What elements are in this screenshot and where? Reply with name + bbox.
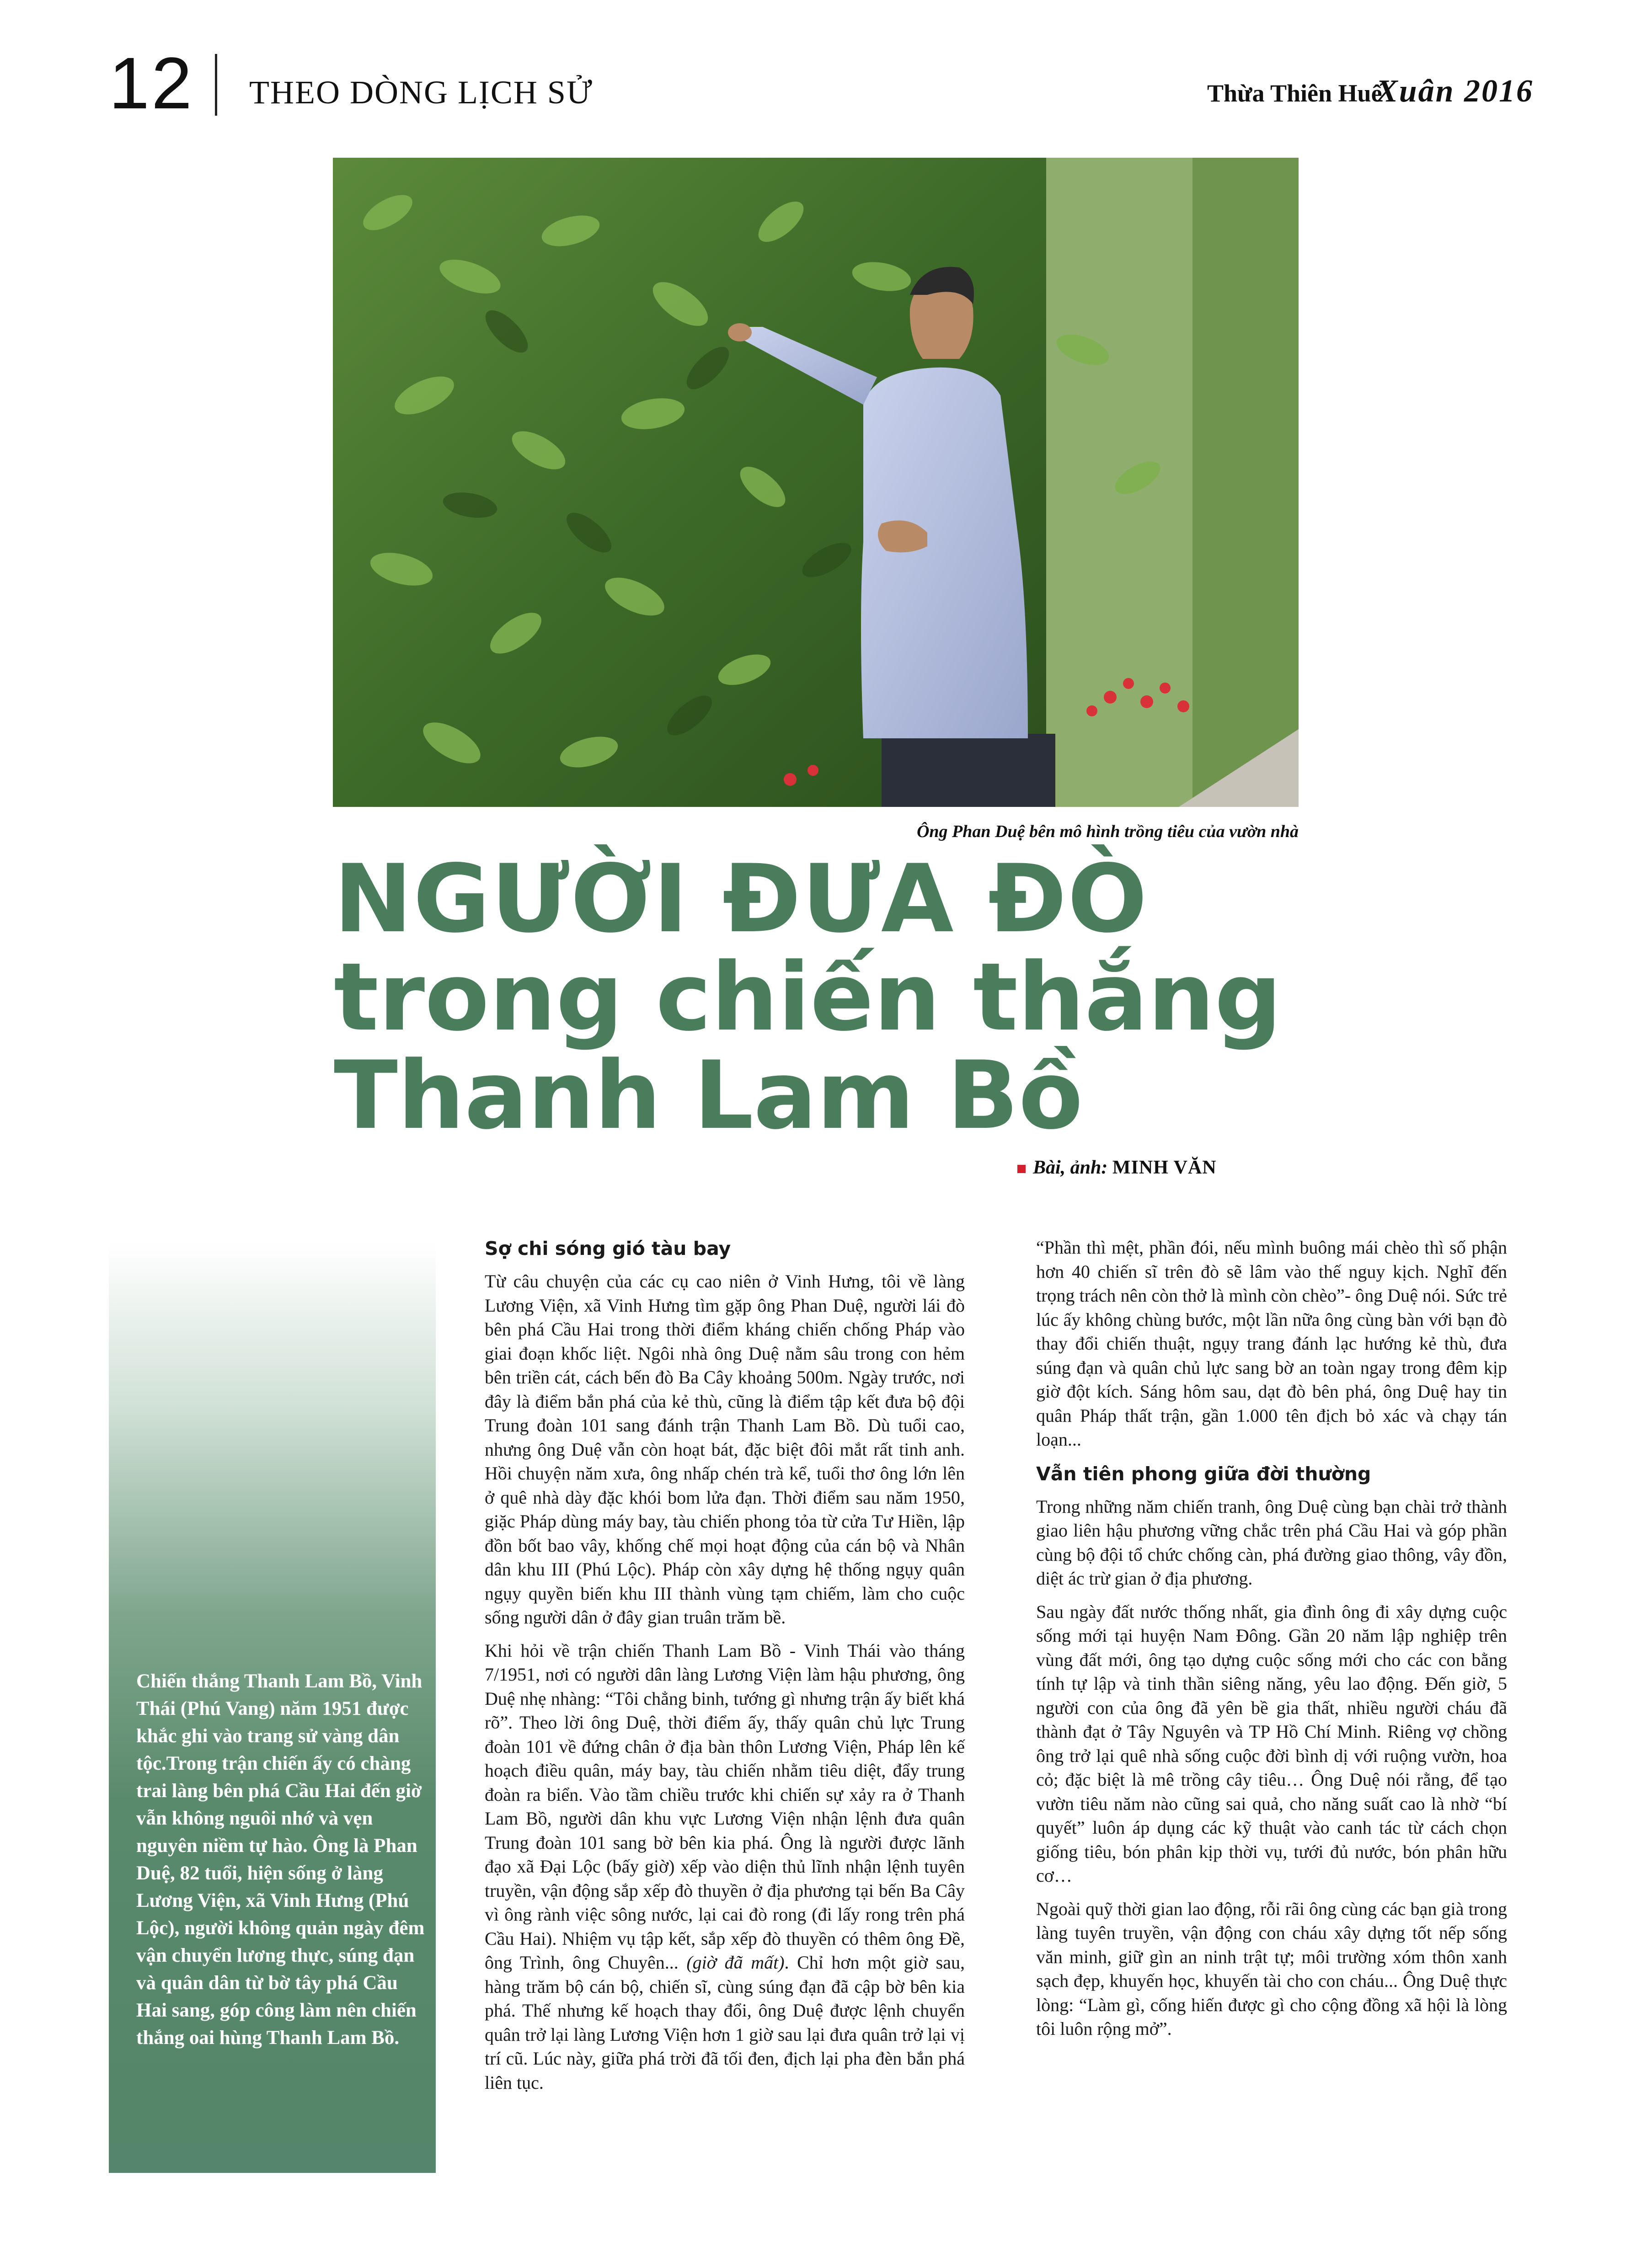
title-line-1: NGƯỜI ĐƯA ĐÒ xyxy=(334,845,1148,954)
article-column-2 xyxy=(1036,1236,1507,2050)
page-header xyxy=(0,0,1647,137)
photo-illustration xyxy=(333,158,1299,807)
title-line-2: trong chiến thắng xyxy=(334,943,1282,1052)
subheading-2: Vẫn tiên phong giữa đời thường xyxy=(1036,1462,1371,1485)
article-column-1 xyxy=(485,1236,965,2104)
byline-label: Bài, ảnh: xyxy=(1033,1157,1108,1178)
paragraph-2-text: Khi hỏi về trận chiến Thanh Lam Bồ - Vinh Thái vào tháng 7/1951, nơi có người dân làng Lương Viện làm hậu phương, ông Duệ nhẹ nhàng: “Tôi chẳng binh, tướng gì nhưng trận ấy biết khá rõ”. Theo lời ông Duệ, thời điểm ấy, thấy quân chủ lực Trung đoàn 101 về đứng chân ở địa bàn thôn Lương Viện, Pháp lên kế hoạch điều quân, máy bay, tàu chiến nhằm tiêu diệt, đẩy trung đoàn ra biển. Vào tầm chiều trước khi chiến sự xảy ra ở Thanh Lam Bồ, người dân khu vực Lương Viện nhận lệnh đưa quân Trung đoàn 101 sang bờ bên kia phá. Ông là người được lãnh đạo xã Đại Lộc (bấy giờ) xếp vào diện thủ lĩnh nhận lệnh tuyên truyền, vận động sắp xếp đò thuyền ở địa phương tại bến Ba Cây vì ông rành việc sông nước, lại cai đò rong (đi lấy rong trên phá Cầu Hai). Nhiệm vụ tập kết, sắp xếp đò thuyền có thêm ông Đề, ông Trình, ông Chuyên... xyxy=(485,1640,965,1973)
paragraph-1: Từ câu chuyện của các cụ cao niên ở Vinh Hưng, tôi về làng Lương Viện, xã Vinh Hưng tìm gặp ông Phan Duệ, người lái đò bên phá Cầu Hai trong thời điểm kháng chiến chống Pháp vào giai đoạn khốc liệt. Ngôi nhà ông Duệ nằm sâu trong con hẻm bên triền cát, cách bến đò Ba Cây khoảng 500m. Ngày trước, nơi đây là điểm bắn phá của kẻ thù, cũng là điểm tập kết đưa bộ đội Trung đoàn 101 sang đánh trận Thanh Lam Bồ. Dù tuổi cao, nhưng ông Duệ vẫn còn hoạt bát, đặc biệt đôi mắt rất tinh anh. Hồi chuyện năm xưa, ông nhấp chén trà kể, tuổi thơ ông lớn lên ở quê nhà dày đặc khói bom lửa đạn. Thời điểm sau năm 1950, giặc Pháp dùng máy bay, tàu chiến phong tỏa từ cửa Tư Hiền, lập đồn bốt bao vây, khống chế mọi hoạt động của cán bộ và Nhân dân khu III (Phú Lộc). Pháp còn xây dựng hệ thống ngụy quân ngụy quyền biến khu III thành vùng tạm chiếm, làm cho cuộc sống người dân ở đây gian truân trăm bề. xyxy=(485,1271,965,1628)
byline xyxy=(1017,1156,1217,1179)
paragraph-3: “Phần thì mệt, phần đói, nếu mình buông mái chèo thì số phận hơn 40 chiến sĩ trên đò sẽ lâm vào thế nguy kịch. Nghĩ đến trọng trách nên còn thở là mình còn chèo”- ông Duệ nói. Sức trẻ lúc ấy không chùng bước, một lần nữa ông cùng bàn với bạn đò thay đổi chiến thuật, ngụy trang đánh lạc hướng kẻ thù, đưa súng đạn và quân chủ lực sang bờ an toàn ngay trong đêm kịp giờ đột kích. Sáng hôm sau, dạt đò bên phá, ông Duệ hay tin quân Pháp thất trận, gần 1.000 tên địch bỏ xác và chạy tán loạn... xyxy=(1036,1237,1507,1450)
bullet-square-icon xyxy=(1017,1165,1026,1173)
paragraph-5: Sau ngày đất nước thống nhất, gia đình ông đi xây dựng cuộc sống mới tại huyện Nam Đông. Gần 20 năm lập nghiệp trên vùng đất mới, ông tạo dựng cuộc sống mới cho các con bằng tính tự lập và tinh thần siêng năng, yêu lao động. Đến giờ, 5 người con của ông đã yên bề gia thất, nhiều người cháu đã thành đạt ở Tây Nguyên và TP Hồ Chí Minh. Riêng vợ chồng ông trở lại quê nhà sống cuộc đời bình dị với ruộng vườn, hoa cỏ; đặc biệt là mê trồng cây tiêu… Ông Duệ nói rằng, để tạo vườn tiêu năm nào cũng sai quả, cho năng suất cao là nhờ “bí quyết” luôn áp dụng các kỹ thuật vào canh tác từ cách chọn giống tiêu, bón phân kịp thời vụ, tưới đủ nước, bón phân hữu cơ… xyxy=(1036,1601,1507,1886)
title-line-3: Thanh Lam Bồ xyxy=(334,1041,1083,1150)
author-name: MINH VĂN xyxy=(1112,1157,1217,1178)
header-divider xyxy=(215,54,217,116)
subheading-1: Sợ chi sóng gió tàu bay xyxy=(485,1238,731,1259)
paragraph-6: Ngoài quỹ thời gian lao động, rỗi rãi ông cùng các bạn già trong làng tuyên truyền, vận động con cháu xây dựng tốt nếp sống văn minh, giữ gìn an ninh trật tự; môi trường xóm thôn xanh sạch đẹp, khuyến học, khuyến tài cho con cháu... Ông Duệ thực lòng: “Làm gì, cống hiến được gì cho cộng đồng xã hội là lòng tôi luôn rộng mở”. xyxy=(1036,1898,1507,2039)
sapo-text: Chiến thắng Thanh Lam Bồ, Vinh Thái (Phú Vang) năm 1951 được khắc ghi vào trang sử vàng dân tộc.Trong trận chiến ấy có chàng trai làng bên phá Cầu Hai đến giờ vẫn không nguôi nhớ và vẹn nguyên niềm tự hào. Ông là Phan Duệ, 82 tuổi, hiện sống ở làng Lương Viện, xã Vinh Hưng (Phú Lộc), người không quản ngày đêm vận chuyển lương thực, súng đạn và quân dân từ bờ tây phá Cầu Hai sang, góp công làm nên chiến thắng oai hùng Thanh Lam Bồ. xyxy=(136,1670,425,2049)
magazine-name: Thừa Thiên Huế xyxy=(1207,80,1382,107)
photo-caption: Ông Phan Duệ bên mô hình trồng tiêu của vườn nhà xyxy=(916,822,1299,841)
paragraph-2-end: . Chỉ hơn một giờ sau, hàng trăm bộ cán bộ, chiến sĩ, cùng súng đạn đã cập bờ bên kia phá. Thế nhưng kế hoạch thay đổi, ông Duệ được lệnh chuyển quân trở lại làng Lương Viện hơn 1 giờ sau lại đưa quân trở lại vị trí cũ. Lúc này, giữa phá trời đã tối đen, địch lại pha đèn bắn phá liên tục. xyxy=(485,1952,965,2093)
paragraph-4: Trong những năm chiến tranh, ông Duệ cùng bạn chài trở thành giao liên hậu phương vững chắc trên phá Cầu Hai và góp phần cùng bộ đội tổ chức chống càn, phá đường giao thông, vây đồn, diệt ác trừ gian ở địa phương. xyxy=(1036,1496,1507,1589)
section-title: THEO DÒNG LỊCH SỬ xyxy=(249,74,593,111)
page-number: 12 xyxy=(109,42,194,124)
issue-label: Xuân 2016 xyxy=(1376,74,1534,109)
paragraph-2 xyxy=(485,1639,965,2095)
article-photo xyxy=(333,158,1299,807)
article-title xyxy=(334,845,1385,1150)
paragraph-2-note: (giờ đã mất) xyxy=(686,1952,785,1973)
